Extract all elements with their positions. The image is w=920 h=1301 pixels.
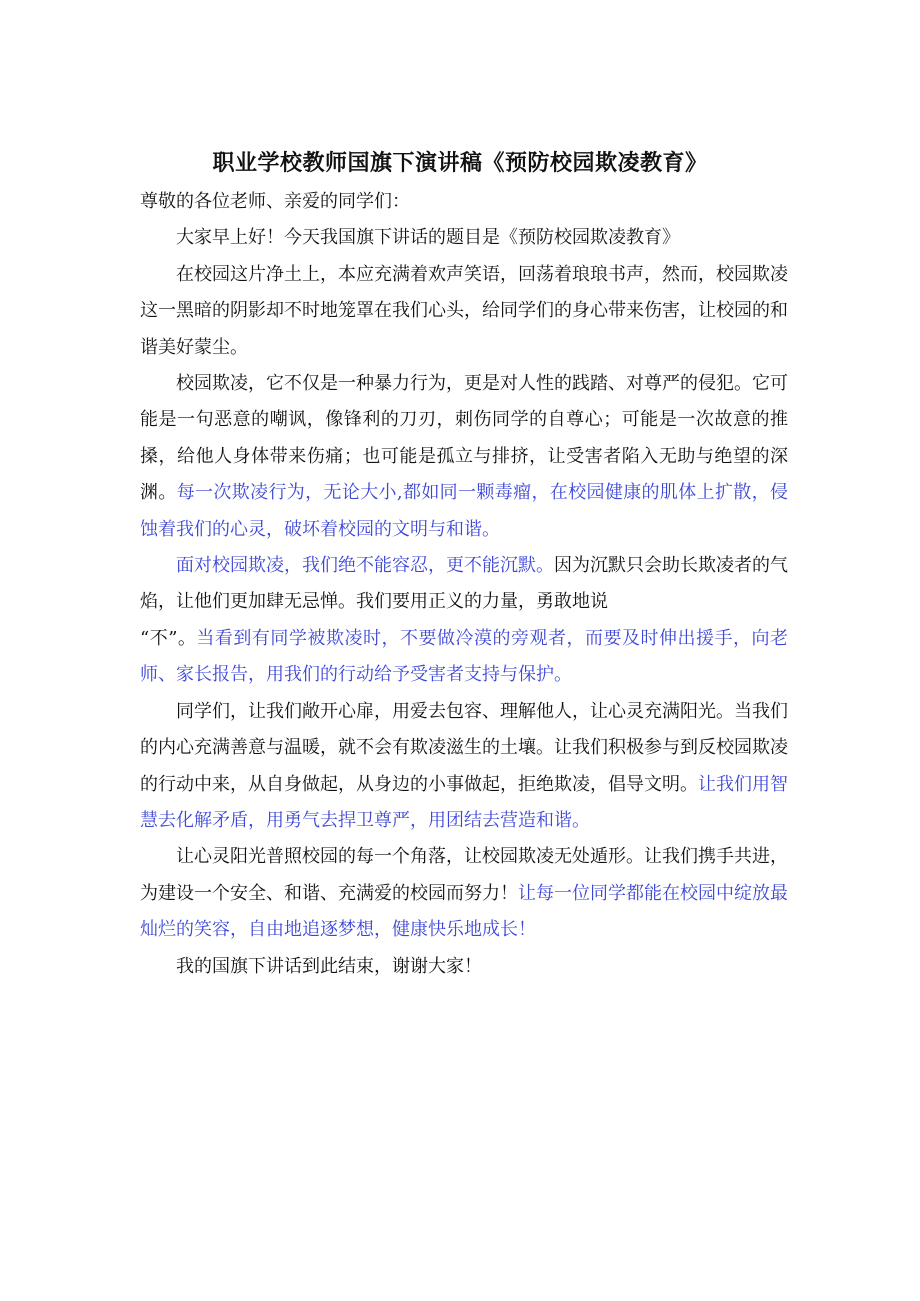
paragraph-definition bbox=[140, 366, 788, 548]
paragraph-appeal-highlight: 让我们用智慧去化解矛盾，用勇气去捍卫尊严，用团结去营造和谐。 bbox=[140, 773, 788, 831]
paragraph-appeal bbox=[140, 694, 788, 840]
paragraph-greeting: 大家早上好！今天我国旗下讲话的题目是《预防校园欺凌教育》 bbox=[176, 227, 680, 249]
paragraph-appeal-text: 同学们，让我们敞开心扉，用爱去包容、理解他人，让心灵充满阳光。当我们的内心充满善意与温暖，就不会有欺凌滋生的土壤。让我们积极参与到反校园欺凌的行动中来，从自身做起，从身边的小事做起，拒绝欺凌，倡导文明。 bbox=[140, 700, 788, 795]
paragraph-response-text: 因为沉默只会助长欺凌者的气焰，让他们更加肆无忌惮。我们要用正义的力量，勇敢地说 bbox=[140, 555, 788, 613]
paragraph-closing: 我的国旗下讲话到此结束，谢谢大家！ bbox=[176, 955, 482, 977]
document-body bbox=[140, 184, 788, 985]
paragraph-response-highlight-2: 当看到有同学被欺凌时，不要做冷漠的旁观者，而要及时伸出援手，向老师、家长报告，用我们的行动给予受害者支持与保护。 bbox=[140, 627, 789, 686]
salutation: 尊敬的各位老师、亲爱的同学们： bbox=[140, 191, 410, 212]
paragraph-definition-text: 校园欺凌，它不仅是一种暴力行为，更是对人性的践踏、对尊严的侵犯。它可能是一句恶意的嘲讽，像锋利的刀刃，刺伤同学的自尊心；可能是一次故意的推搡，给他人身体带来伤痛；也可能是孤立与排挤，让受害者陷入无助与绝望的深渊。 bbox=[140, 373, 788, 504]
paragraph-response-highlight-1: 面对校园欺凌，我们绝不能容忍，更不能沉默。 bbox=[176, 555, 554, 577]
paragraph-vision bbox=[140, 839, 788, 948]
paragraph-intro: 在校园这片净土上，本应充满着欢声笑语，回荡着琅琅书声，然而，校园欺凌这一黑暗的阴影却不时地笼罩在我们心头，给同学们的身心带来伤害，让校园的和谐美好蒙尘。 bbox=[140, 263, 788, 358]
paragraph-response-quote: “不”。 bbox=[140, 627, 197, 649]
paragraph-response bbox=[140, 548, 788, 694]
paragraph-vision-text: 让心灵阳光普照校园的每一个角落，让校园欺凌无处遁形。让我们携手共进，为建设一个安全、和谐、充满爱的校园而努力！ bbox=[140, 846, 788, 904]
paragraph-vision-highlight: 让每一位同学都能在校园中绽放最灿烂的笑容，自由地追逐梦想，健康快乐地成长！ bbox=[140, 882, 788, 941]
paragraph-definition-highlight: 每一次欺凌行为，无论大小,都如同一颗毒瘤，在校园健康的肌体上扩散，侵蚀着我们的心灵，破坏着校园的文明与和谐。 bbox=[140, 482, 789, 540]
document-title: 职业学校教师国旗下演讲稿《预防校园欺凌教育》 bbox=[212, 151, 708, 176]
